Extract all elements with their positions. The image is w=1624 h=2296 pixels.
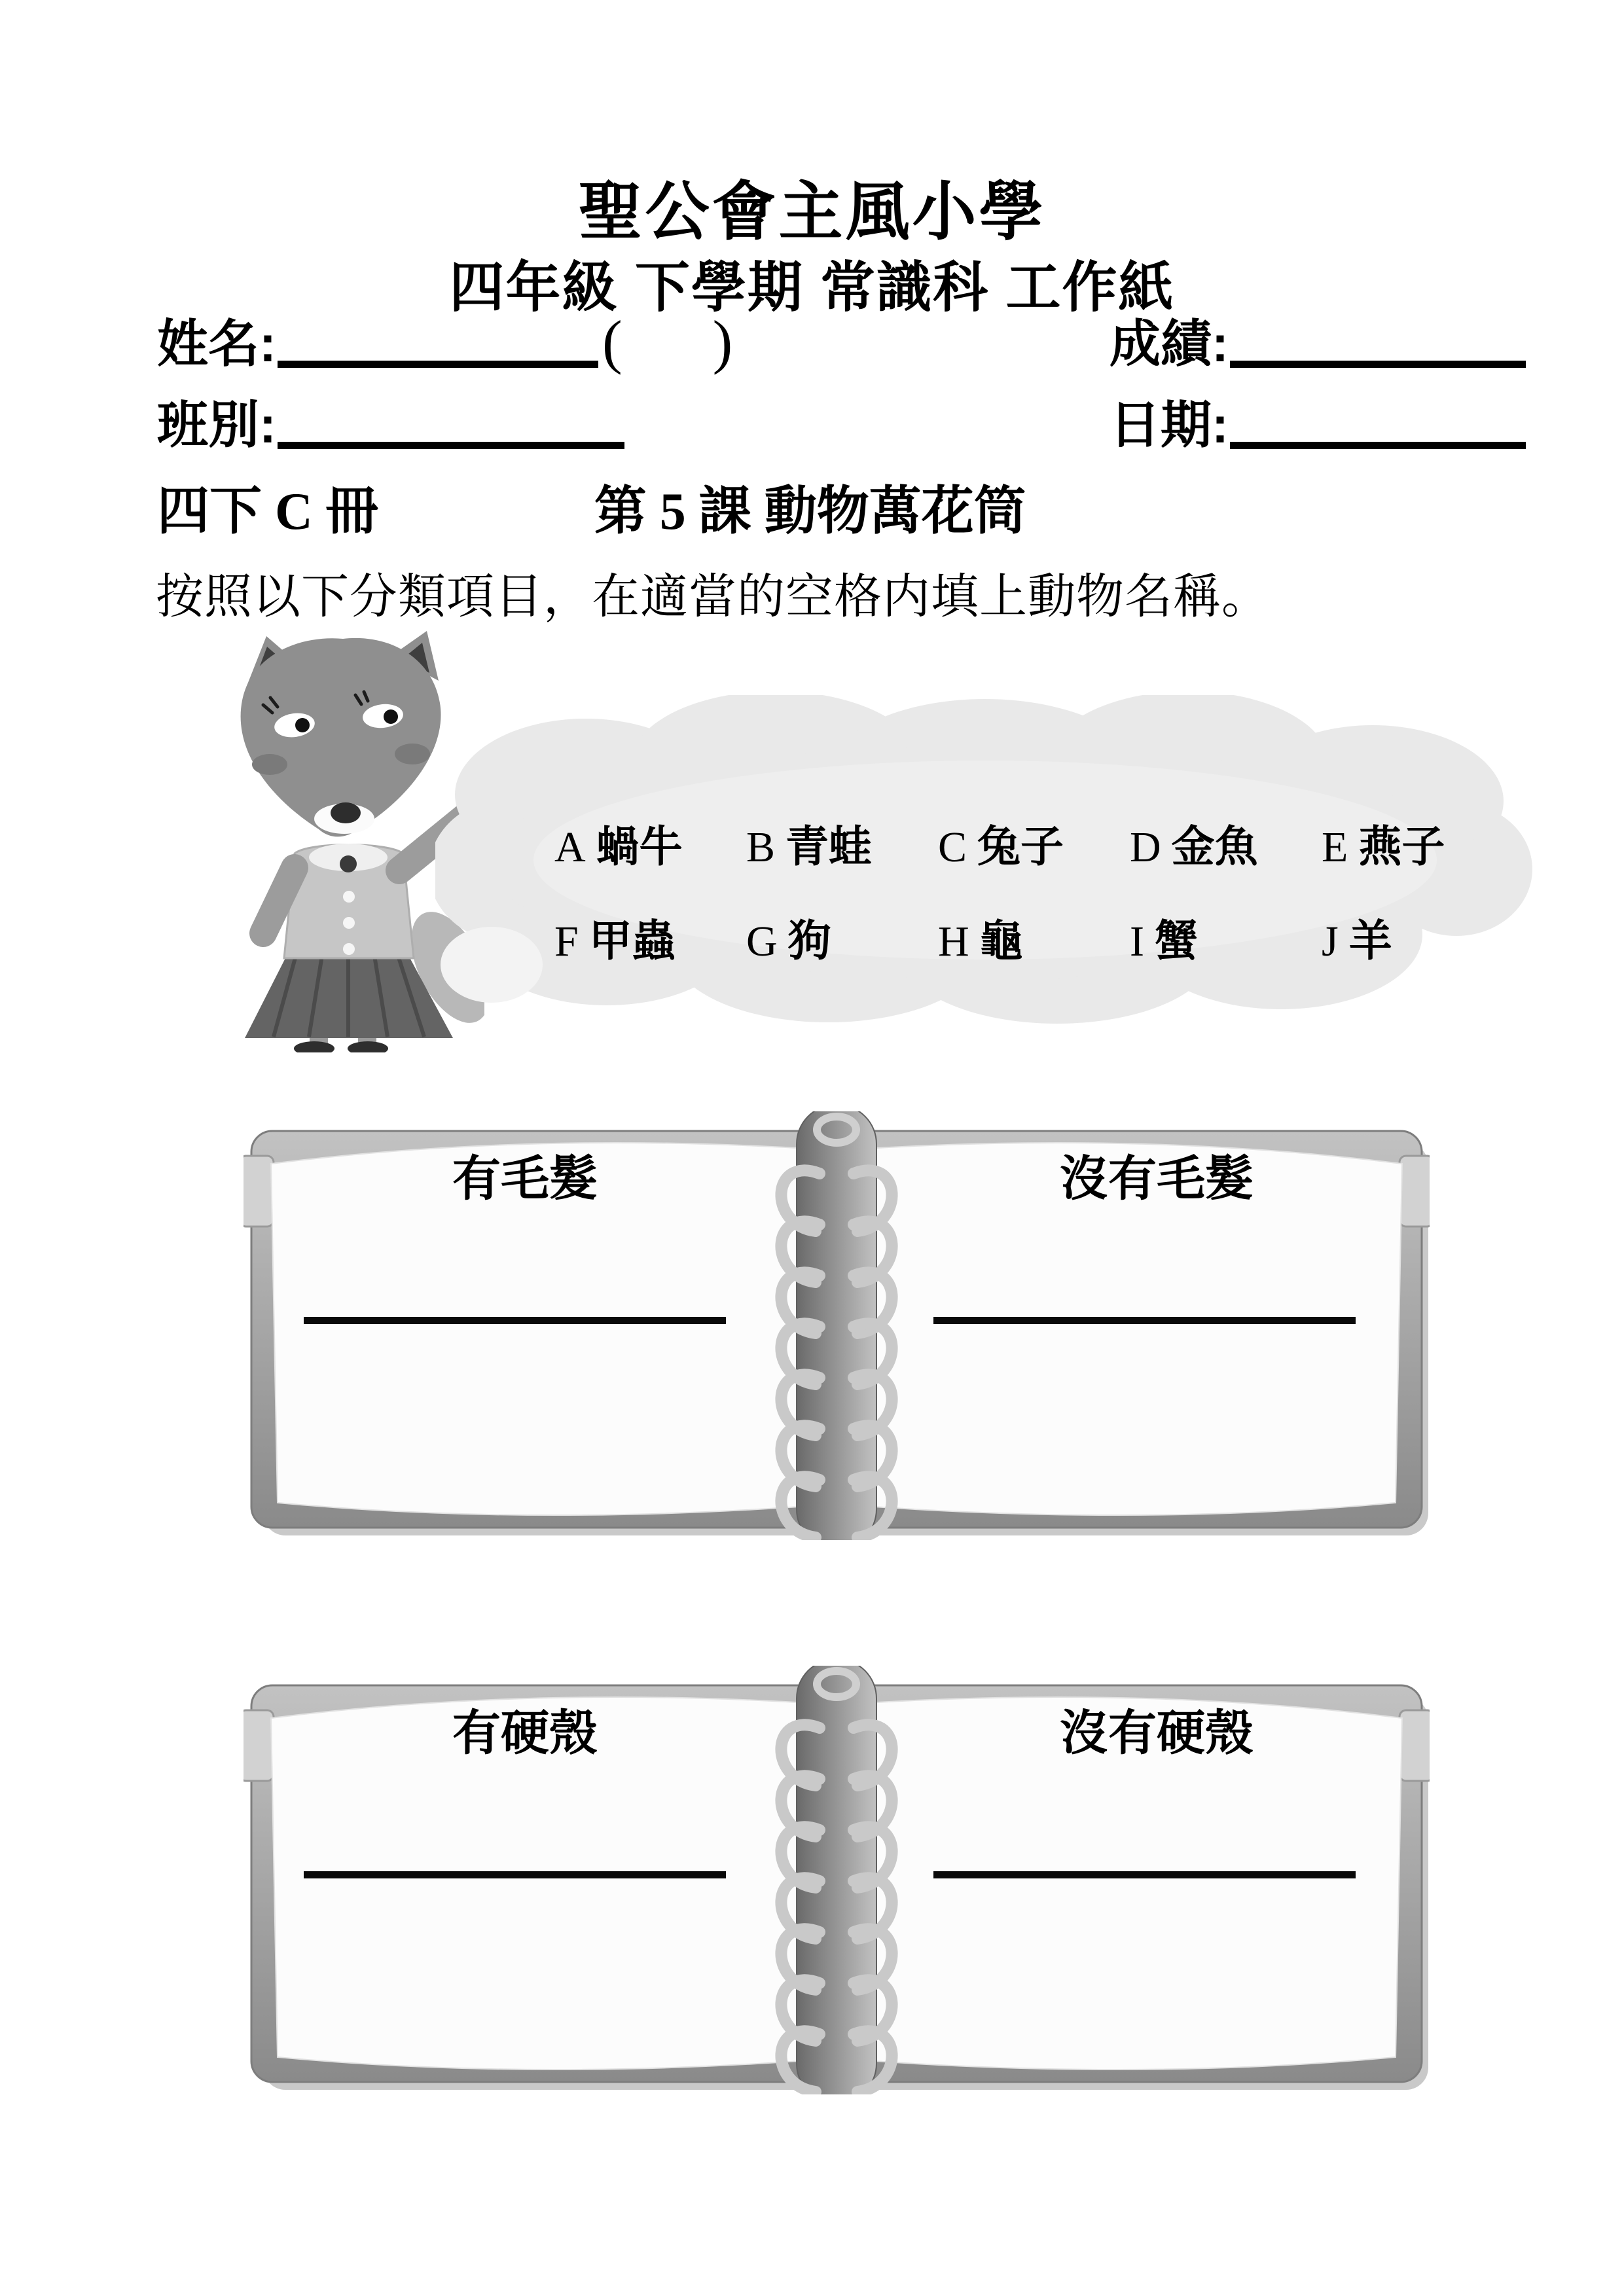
score-blank[interactable]: [1230, 348, 1526, 368]
option-item: [1322, 812, 1513, 874]
option-name: 金魚: [1171, 822, 1258, 870]
name-score-row: [157, 308, 1526, 376]
date-label: 日期:: [1110, 396, 1229, 454]
score-label: 成績:: [1110, 315, 1229, 372]
instruction-text: 按照以下分類項目，在適當的空格内填上動物名稱。: [156, 570, 1270, 623]
classification-board-shell: [244, 1666, 1430, 2094]
page-heading-has-shell: 有硬殼: [452, 1706, 598, 1760]
option-name: 龜: [979, 916, 1023, 965]
answer-blank-has-shell[interactable]: [304, 1854, 726, 1878]
worksheet-subtitle: 四年級 下學期 常識科 工作紙: [449, 257, 1175, 318]
class-label: 班別:: [157, 396, 276, 454]
class-number-parentheses: ( ): [602, 308, 733, 376]
option-letter: I: [1130, 918, 1144, 965]
school-name: 聖公會主風小學: [578, 175, 1046, 247]
options-row-2: [554, 906, 1513, 968]
name-label: 姓名:: [157, 315, 276, 372]
answer-blank-no-shell[interactable]: [933, 1854, 1356, 1878]
speech-cloud: [435, 695, 1535, 1035]
option-name: 甲蟲: [588, 916, 676, 965]
option-letter: F: [554, 918, 579, 965]
option-name: 蟹: [1154, 916, 1198, 965]
option-item: [746, 812, 938, 874]
option-item: [746, 906, 938, 968]
class-date-row: [157, 394, 1526, 454]
options-row-1: [554, 812, 1513, 874]
option-item: [554, 906, 746, 968]
option-letter: J: [1322, 918, 1339, 965]
lesson-row: [157, 469, 1026, 544]
option-item: [1130, 812, 1322, 874]
option-name: 兔子: [977, 822, 1064, 870]
option-letter: A: [554, 823, 586, 871]
classification-board-hair: [244, 1111, 1430, 1540]
option-name: 蝸牛: [596, 822, 683, 870]
option-item: [1322, 906, 1513, 968]
option-name: 狗: [787, 916, 831, 965]
answer-blank-has-hair[interactable]: [304, 1300, 726, 1324]
option-letter: D: [1130, 823, 1161, 871]
option-letter: H: [938, 918, 969, 965]
lesson-title: 第 5 課 動物萬花筒: [594, 483, 1026, 541]
page-heading-has-hair: 有毛髮: [452, 1151, 598, 1206]
option-letter: E: [1322, 823, 1348, 871]
option-name: 羊: [1348, 916, 1392, 965]
name-blank[interactable]: [278, 348, 598, 368]
fox-head: [241, 631, 441, 836]
page-heading-no-hair: 沒有毛髮: [1060, 1151, 1254, 1206]
option-name: 青蛙: [785, 822, 873, 870]
date-blank[interactable]: [1230, 429, 1526, 449]
option-letter: B: [746, 823, 776, 871]
answer-blank-no-hair[interactable]: [933, 1300, 1356, 1324]
option-item: [938, 812, 1130, 874]
volume-label: 四下 C 冊: [157, 483, 378, 541]
option-item: [554, 812, 746, 874]
class-blank[interactable]: [278, 429, 624, 449]
option-letter: G: [746, 918, 778, 965]
option-name: 燕子: [1358, 822, 1445, 870]
page-heading-no-shell: 沒有硬殼: [1060, 1706, 1254, 1760]
option-letter: C: [938, 823, 967, 871]
option-item: [938, 906, 1130, 968]
option-item: [1130, 906, 1322, 968]
